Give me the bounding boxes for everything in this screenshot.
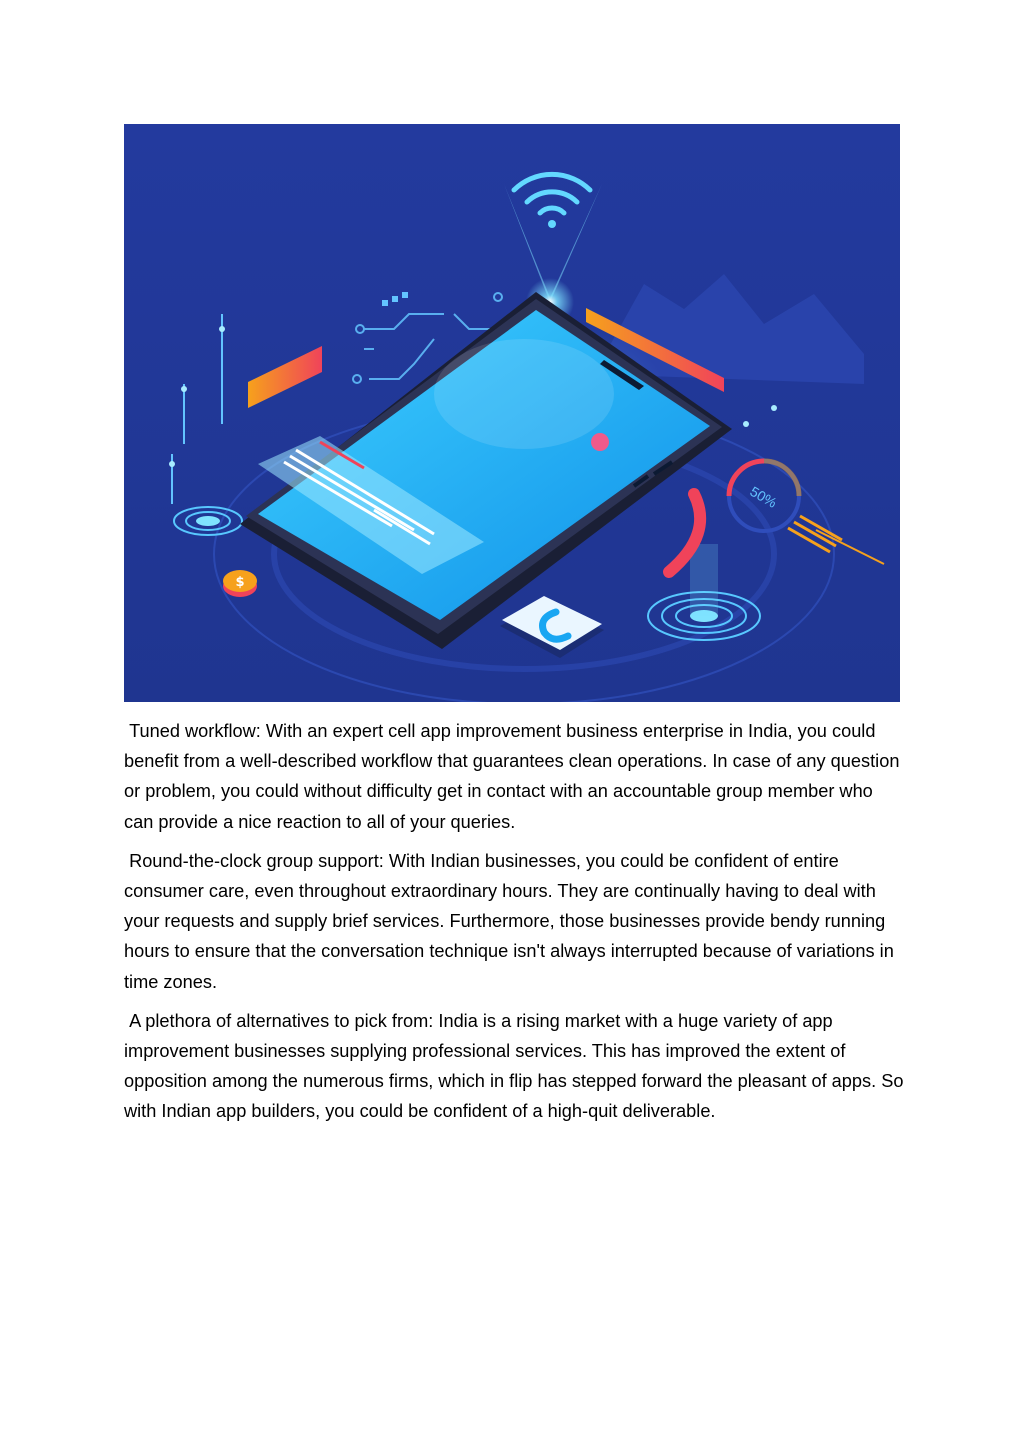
article-body bbox=[124, 716, 909, 1136]
gauge-label: 50% bbox=[747, 482, 780, 511]
hero-illustration bbox=[124, 124, 900, 702]
smartphone-illustration bbox=[124, 124, 900, 702]
paragraph-group-support: Round-the-clock group support: With Indian businesses, you could be confident of entire consumer care, even throughout extraordinary hours. They are continually having to deal with your requests and supply brief services. Furthermore, those businesses provide bendy running hours to ensure that the conversation technique isn't always interrupted because of variations in time zones. bbox=[124, 850, 899, 992]
paragraph-alternatives: A plethora of alternatives to pick from: India is a rising market with a huge variety of app improvement businesses supplying professional services. This has improved the extent of opposition among the numerous firms, which in flip has stepped forward the pleasant of apps. So with Indian app builders, you could be confident of a high-quit deliverable. bbox=[124, 1010, 909, 1122]
dollar-coin-icon bbox=[223, 570, 257, 597]
paragraph-tuned-workflow: Tuned workflow: With an expert cell app improvement business enterprise in India, you could benefit from a well-described workflow that guarantees clean operations. In case of any question or problem, you could without difficulty get in contact with an accountable group member who can provide a nice reaction to all of your queries. bbox=[124, 721, 905, 832]
svg-text:$: $ bbox=[235, 575, 245, 590]
